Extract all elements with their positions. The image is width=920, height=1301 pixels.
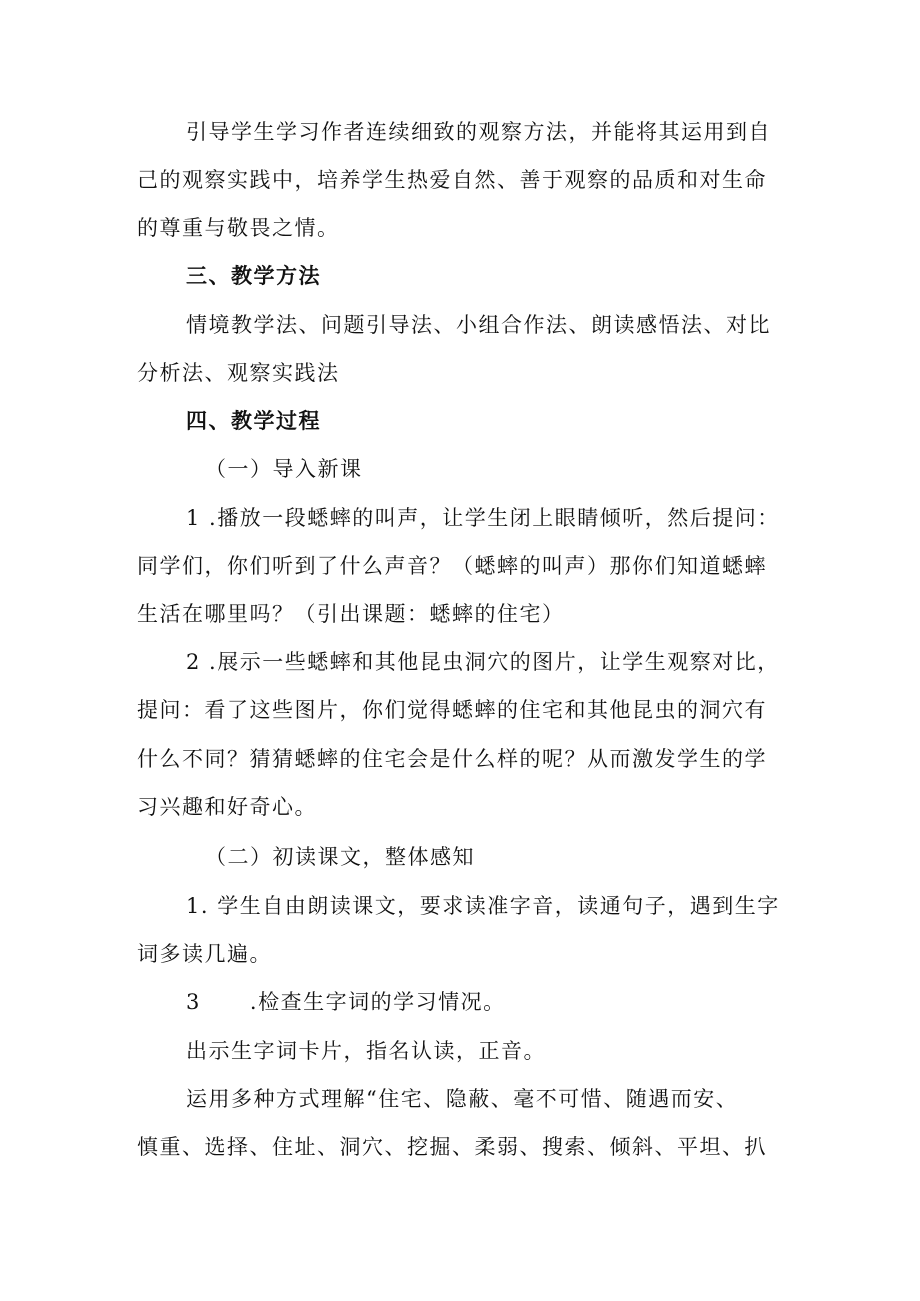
paragraph-line: 的尊重与敬畏之情。 [137,216,340,240]
paragraph-line: 同学们，你们听到了什么声音？（蟋蟀的叫声）那你们知道蟋蟀 [137,554,767,578]
paragraph-line: 3 .检查生字词的学习情况。 [186,990,506,1014]
paragraph-line: 什么不同？猜猜蟋蟀的住宅会是什么样的呢？从而激发学生的学 [137,747,767,771]
paragraph-line: 出示生字词卡片，指名认读，正音。 [186,1039,546,1063]
section-heading: 三、教学方法 [186,263,321,288]
paragraph-line: 2 .展示一些蟋蟀和其他昆虫洞穴的图片，让学生观察对比， [186,650,780,674]
paragraph-line: 慎重、选择、住址、洞穴、挖掘、柔弱、搜索、倾斜、平坦、扒 [137,1135,767,1159]
paragraph-line: 情境教学法、问题引导法、小组合作法、朗读感悟法、对比 [186,313,771,337]
subsection-heading: （二）初读课文，整体感知 [205,845,475,869]
paragraph-line: 己的观察实践中，培养学生热爱自然、善于观察的品质和对生命 [137,168,767,192]
paragraph-line: 词多读几遍。 [137,942,272,966]
paragraph-line: 运用多种方式理解“住宅、隐蔽、毫不可惜、随遇而安、 [186,1087,739,1111]
paragraph-line: 习兴趣和好奇心。 [137,795,317,819]
subsection-heading: （一）导入新课 [205,457,363,481]
paragraph-line: 生活在哪里吗？（引出课题：蟋蟀的住宅） [137,602,565,626]
paragraph-line: 1 .播放一段蟋蟀的叫声，让学生闭上眼睛倾听，然后提问： [186,506,780,530]
paragraph-line: 分析法、观察实践法 [137,361,340,385]
paragraph-line: 1. 学生自由朗读课文，要求读准字音，读通句子，遇到生字 [186,894,780,918]
section-heading: 四、教学过程 [186,408,321,433]
paragraph-line: 引导学生学习作者连续细致的观察方法，并能将其运用到自 [186,120,771,144]
paragraph-line: 提问：看了这些图片，你们觉得蟋蟀的住宅和其他昆虫的洞穴有 [137,698,767,722]
